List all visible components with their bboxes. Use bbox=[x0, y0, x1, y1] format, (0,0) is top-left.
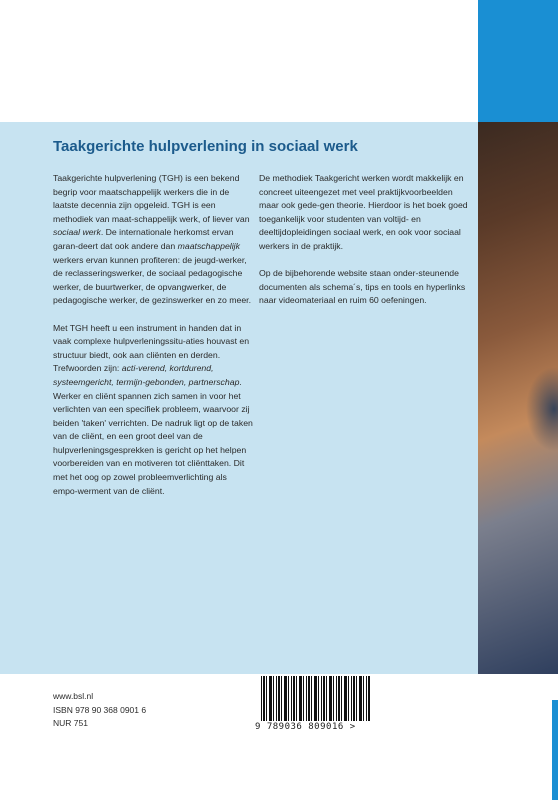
isbn-text: ISBN 978 90 368 0901 6 bbox=[53, 704, 147, 715]
barcode-digits: 9 789036 809016 > bbox=[255, 722, 356, 732]
emphasis-maatschappelijk: maatschappelijk bbox=[177, 240, 240, 251]
top-white-area bbox=[0, 0, 478, 122]
right-paragraph-2: Op de bijbehorende website staan onder-steunende documenten als schema´s, tips en tools en hyperlinks naar videomateriaal en ruim 60 oefeningen. bbox=[259, 268, 466, 306]
cover-photo-strip bbox=[478, 122, 558, 674]
left-paragraph-1 bbox=[53, 172, 253, 308]
text-span: . Werker en cliënt spannen zich samen in voor het verlichten van een specifiek probleem, waarvoor zij beiden 'taken' verrichten. De nadruk ligt op de taken van de cliënt, en een groot deel van de hulpverleningsgesprekken is gericht op het helpen voorbereiden van en motiveren tot cliënttaken. Dit met het oog op zowel probleemverlichting als empo-werment van de cliënt. bbox=[53, 376, 253, 496]
text-span: werkers ervan kunnen profiteren: de jeugd-werker, de reclasseringswerker, de sociaal pedagogische werker, de buurtwerker, de opvangwerker, de pedagogische werker, de gezinswerker en zo meer. bbox=[53, 254, 251, 306]
text-span: Taakgerichte hulpverlening (TGH) is een bekend begrip voor maatschappelijk werkers die in de laatste decennia zijn opgeleid. TGH is een methodiek van maat-schappelijk werk, of liever van bbox=[53, 173, 250, 224]
book-title: Taakgerichte hulpverlening in sociaal werk bbox=[53, 138, 358, 155]
left-paragraph-2 bbox=[53, 322, 253, 499]
right-column bbox=[259, 172, 469, 322]
nur-text: NUR 751 bbox=[53, 718, 88, 728]
left-column bbox=[53, 172, 253, 512]
website-link[interactable]: www.bsl.nl bbox=[53, 691, 94, 701]
emphasis-sociaal-werk: sociaal werk bbox=[53, 227, 101, 238]
blue-accent-strip bbox=[478, 0, 558, 122]
text-span: Met TGH heeft u een instrument in handen dat in vaak complexe hulpverleningssitu-aties houvast en structuur biedt, ook aan cliënten en derden. Trefwoorden zijn: bbox=[53, 322, 250, 374]
text-span: . De internationale herkomst ervan garan-deert dat ook andere dan bbox=[53, 227, 234, 251]
emphasis-keywords: acti-verend, kortdurend, systeemgericht, termijn-gebonden, partnerschap bbox=[53, 363, 240, 387]
publisher-info bbox=[53, 690, 146, 731]
barcode-icon bbox=[261, 676, 371, 721]
right-paragraph-1: De methodiek Taakgericht werken wordt makkelijk en concreet uiteengezet met veel praktijkvoorbeelden maar ook gede-gen theorie. Hierdoor is het boek goed toegankelijk voor studenten van voltijd- en deeltijdopleidingen sociaal werk, en ook voor sociaal werkers in de praktijk. bbox=[259, 173, 468, 251]
barcode-block bbox=[255, 676, 379, 732]
blue-edge-strip bbox=[552, 700, 558, 800]
